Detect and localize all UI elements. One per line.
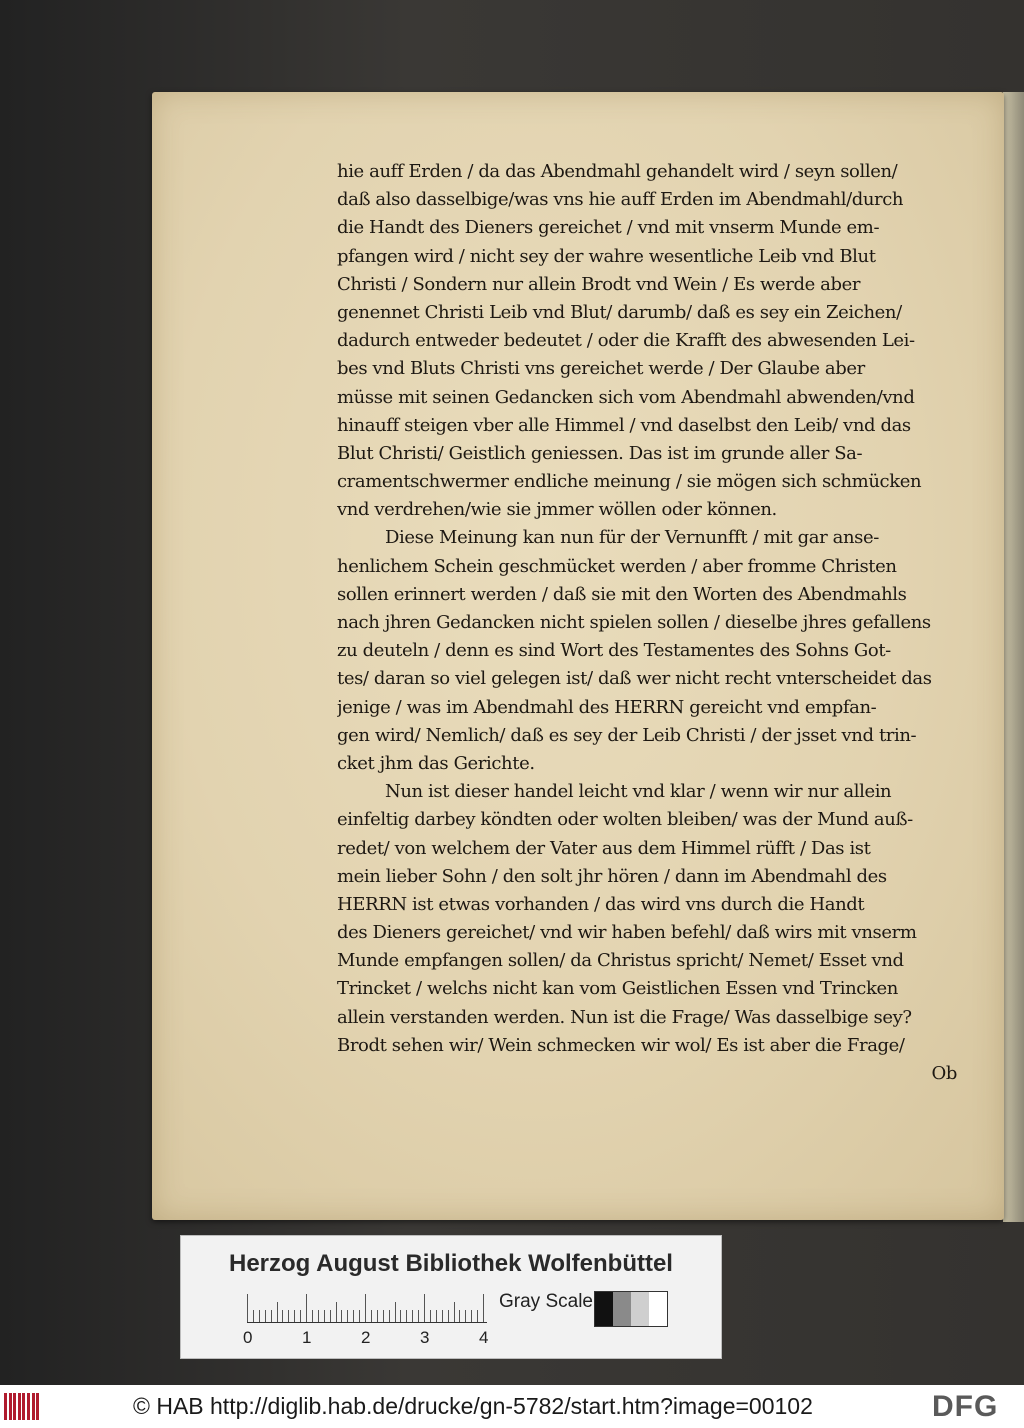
scale-tick <box>318 1310 319 1322</box>
scale-tick <box>436 1310 437 1322</box>
text-line: Christi / Sondern nur allein Brodt vnd Wein / Es werde aber <box>337 273 861 295</box>
scale-tick <box>383 1310 384 1322</box>
text-line: bes vnd Bluts Christi vns gereichet werde / Der Glaube aber <box>337 358 865 380</box>
text-line: redet/ von welchem der Vater aus dem Himmel rüfft / Das ist <box>337 837 871 859</box>
scale-tick <box>259 1310 260 1322</box>
text-line: cramentschwermer endliche meinung / sie mögen sich schmücken <box>337 471 922 493</box>
text-line: cket jhm das Gerichte. <box>337 752 535 774</box>
scale-tick <box>477 1310 478 1322</box>
text-line: die Handt des Dieners gereichet / vnd mit vnserm Munde em- <box>337 217 880 239</box>
scale-tick <box>418 1310 419 1322</box>
text-line: sollen erinnert werden / daß sie mit den Worten des Abendmahls <box>337 583 907 605</box>
scale-tick <box>277 1302 278 1322</box>
text-line: Munde empfangen sollen/ da Christus spricht/ Nemet/ Esset vnd <box>337 950 904 972</box>
scale-tick <box>395 1302 396 1322</box>
scale-tick <box>406 1310 407 1322</box>
text-line: tes/ daran so viel gelegen ist/ daß wer nicht recht vnterscheidet das <box>337 668 932 690</box>
gray-scale-swatches <box>594 1291 668 1327</box>
text-line: einfeltig darbey köndten oder wolten bleiben/ was der Mund auß- <box>337 809 913 831</box>
text-line: hinauff steigen vber alle Himmel / vnd daselbst den Leib/ vnd das <box>337 414 911 436</box>
scale-number: 0 <box>243 1328 253 1347</box>
scale-tick <box>365 1294 366 1322</box>
dfg-logo: DFG <box>932 1390 999 1423</box>
scale-number: 1 <box>302 1328 312 1347</box>
text-line: des Dieners gereichet/ vnd wir haben befehl/ daß wirs mit vnserm <box>337 922 917 944</box>
scale-tick <box>459 1310 460 1322</box>
scale-tick <box>324 1310 325 1322</box>
scale-tick <box>300 1310 301 1322</box>
scale-tick <box>371 1310 372 1322</box>
color-ruler-card <box>180 1235 722 1359</box>
scale-tick <box>347 1310 348 1322</box>
logo-bar <box>22 1393 25 1420</box>
gray-swatch <box>631 1292 649 1326</box>
text-line: genennet Christi Leib vnd Blut/ darumb/ daß es sey ein Zeichen/ <box>337 301 902 323</box>
text-line: jenige / was im Abendmahl des HERRN gereicht vnd empfan- <box>337 696 877 718</box>
catchword: Ob <box>931 1063 957 1084</box>
book-edge <box>1003 92 1024 1222</box>
text-line: pfangen wird / nicht sey der wahre wesentliche Leib vnd Blut <box>337 245 876 267</box>
text-line: mein lieber Sohn / den solt jhr hören / dann im Abendmahl des <box>337 865 887 887</box>
text-line: dadurch entweder bedeutet / oder die Krafft des abwesenden Lei- <box>337 330 915 352</box>
scale-tick <box>288 1310 289 1322</box>
scale-tick <box>359 1310 360 1322</box>
footer-bar <box>0 1385 1024 1428</box>
scale-tick <box>442 1310 443 1322</box>
scale-tick <box>400 1310 401 1322</box>
cm-scale <box>247 1292 487 1323</box>
scale-tick <box>454 1302 455 1322</box>
scale-tick <box>271 1310 272 1322</box>
gray-swatch <box>613 1292 631 1326</box>
text-line: henlichem Schein geschmücket werden / aber fromme Christen <box>337 555 897 577</box>
scale-tick <box>377 1310 378 1322</box>
scale-number: 3 <box>420 1328 430 1347</box>
logo-bar <box>36 1393 39 1420</box>
text-line: Diese Meinung kan nun für der Vernunfft / mit gar anse- <box>385 527 879 549</box>
scale-tick <box>389 1310 390 1322</box>
text-line: nach jhren Gedancken nicht spielen sollen / dieselbe jhres gefallens <box>337 612 931 633</box>
logo-bar <box>13 1393 16 1420</box>
text-line: HERRN ist etwas vorhanden / das wird vns durch die Handt <box>337 893 865 915</box>
text-line: Blut Christi/ Geistlich geniessen. Das ist im grunde aller Sa- <box>337 442 863 464</box>
scale-number: 2 <box>361 1328 371 1347</box>
logo-bar <box>27 1393 30 1420</box>
scale-tick <box>465 1310 466 1322</box>
text-line: Nun ist dieser handel leicht vnd klar / wenn wir nur allein <box>385 781 892 803</box>
scale-tick <box>471 1310 472 1322</box>
scale-tick <box>483 1294 484 1322</box>
gray-swatch <box>649 1292 667 1326</box>
text-line: Brodt sehen wir/ Wein schmecken wir wol/ Es ist aber die Frage/ <box>337 1034 905 1056</box>
scale-tick <box>253 1310 254 1322</box>
gray-swatch <box>595 1292 613 1326</box>
scale-tick <box>294 1310 295 1322</box>
logo-bar <box>32 1393 35 1420</box>
scale-tick <box>306 1294 307 1322</box>
library-name: Herzog August Bibliothek Wolfenbüttel <box>229 1250 673 1277</box>
copyright-url: © HAB http://diglib.hab.de/drucke/gn-5782/start.htm?image=00102 <box>133 1393 813 1419</box>
scale-tick <box>353 1310 354 1322</box>
text-line: allein verstanden werden. Nun ist die Frage/ Was dasselbige sey? <box>337 1006 912 1028</box>
scale-number: 4 <box>479 1328 489 1347</box>
gray-scale-label: Gray Scale <box>499 1291 593 1312</box>
text-line: Trincket / welchs nicht kan vom Geistlichen Essen vnd Trincken <box>337 978 898 1000</box>
scale-tick <box>341 1310 342 1322</box>
hab-logo-icon <box>4 1393 42 1420</box>
scale-tick <box>424 1294 425 1322</box>
text-line: hie auff Erden / da das Abendmahl gehandelt wird / seyn sollen/ <box>337 161 898 182</box>
text-line: gen wird/ Nemlich/ daß es sey der Leib Christi / der jsset vnd trin- <box>337 724 917 746</box>
scale-tick <box>312 1310 313 1322</box>
logo-bar <box>4 1393 7 1420</box>
scale-tick <box>448 1310 449 1322</box>
text-line: müsse mit seinen Gedancken sich vom Abendmahl abwenden/vnd <box>337 386 915 408</box>
scale-tick <box>336 1302 337 1322</box>
page-text <box>337 158 963 1088</box>
scale-tick <box>330 1310 331 1322</box>
scale-tick <box>265 1310 266 1322</box>
logo-bar <box>18 1393 21 1420</box>
text-line: vnd verdrehen/wie sie jmmer wöllen oder können. <box>337 499 777 521</box>
scale-tick <box>430 1310 431 1322</box>
logo-bar <box>9 1393 12 1420</box>
text-line: daß also dasselbige/was vns hie auff Erden im Abendmahl/durch <box>337 189 904 211</box>
scale-tick <box>247 1294 248 1322</box>
text-line: zu deuteln / denn es sind Wort des Testamentes des Sohns Got- <box>337 640 891 662</box>
scale-tick <box>412 1310 413 1322</box>
scale-tick <box>282 1310 283 1322</box>
